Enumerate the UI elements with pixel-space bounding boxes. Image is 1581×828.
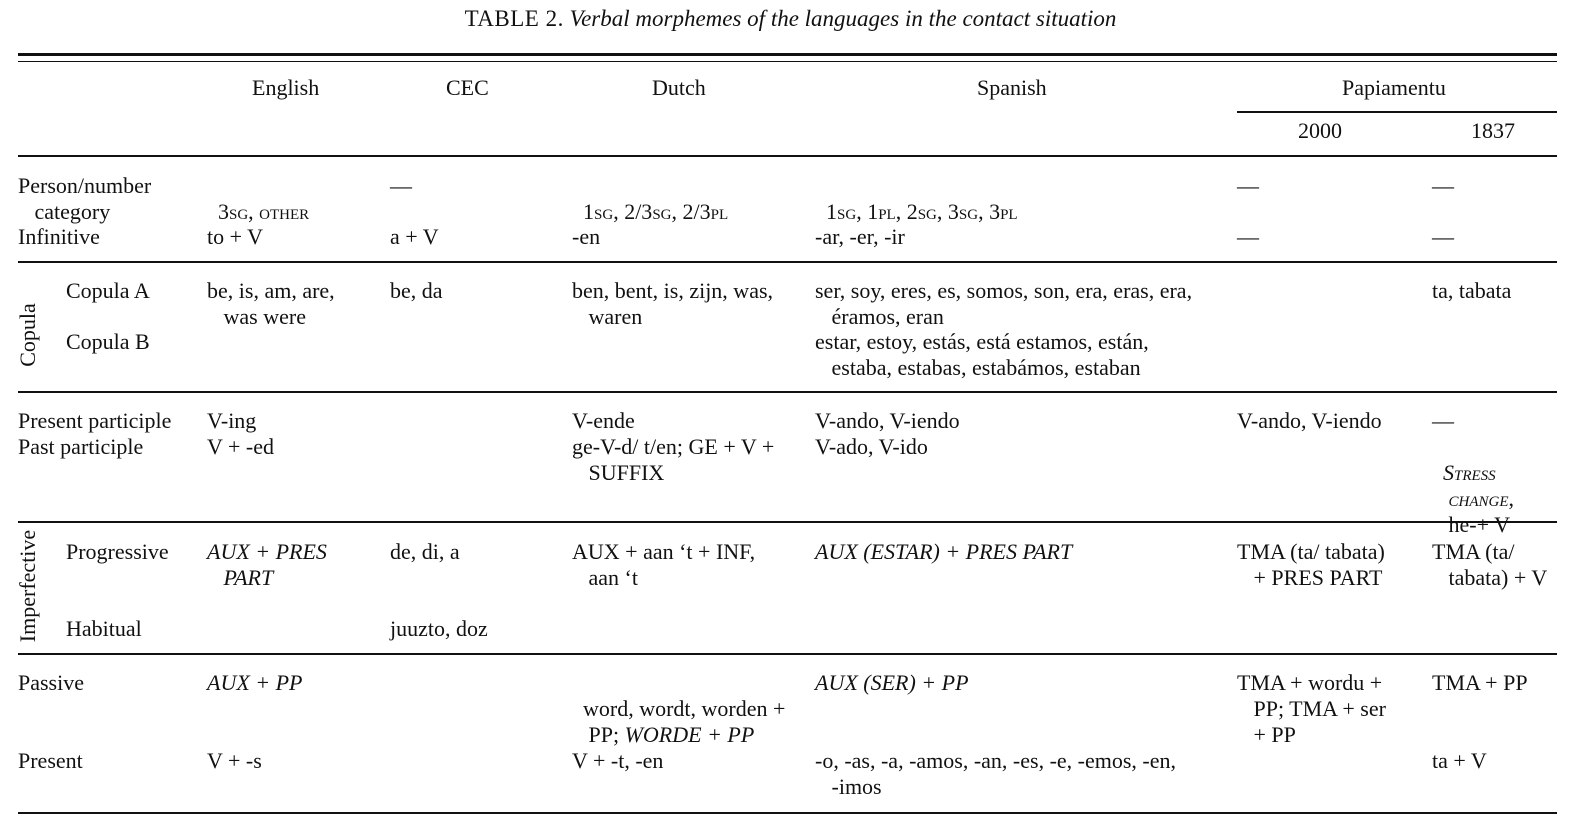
row-label-copula-a: Copula A [66, 278, 150, 303]
cell-copula-a-spanish: ser, soy, eres, es, somos, son, era, eras, era, éramos, eran [815, 278, 1193, 329]
header-papiamentu-2000: 2000 [1298, 118, 1342, 143]
cell-past-participle-pap-1837: Stress change, he-+ V [1432, 460, 1514, 537]
section-rule-1 [18, 261, 1557, 263]
table-caption [0, 6, 1581, 32]
cell-past-participle-english: V + -ed [207, 434, 274, 459]
cell-progressive-pap-1837: TMA (ta/ tabata) + V [1432, 539, 1548, 590]
cell-progressive-cec: de, di, a [390, 539, 460, 564]
row-label-person-number: Person/number category [18, 173, 152, 224]
row-label-passive: Passive [18, 670, 84, 695]
row-label-present: Present [18, 748, 83, 773]
table-title: Verbal morphemes of the languages in the contact situation [569, 6, 1117, 31]
papiamentu-rule [1237, 111, 1557, 113]
cell-habitual-cec: juuzto, doz [390, 616, 488, 641]
cell-infinitive-spanish: -ar, -er, -ir [815, 224, 905, 249]
group-label-imperfective: Imperfective [15, 529, 40, 643]
header-english: English [252, 75, 320, 100]
header-papiamentu: Papiamentu [1342, 75, 1446, 100]
cell-person-number-english: 3sg, other [218, 199, 310, 224]
row-label-copula-b: Copula B [66, 329, 150, 354]
header-spanish: Spanish [977, 75, 1047, 100]
cell-passive-english: AUX + PP [207, 670, 303, 695]
row-label-present-participle: Present participle [18, 408, 172, 433]
cell-person-number-spanish: 1sg, 1pl, 2sg, 3sg, 3pl [826, 199, 1018, 224]
group-label-copula: Copula [15, 303, 40, 367]
cell-person-number-cec: — [390, 173, 412, 198]
cell-infinitive-cec: a + V [390, 224, 439, 249]
cell-present-dutch: V + -t, -en [572, 748, 664, 773]
cell-infinitive-pap-1837: — [1432, 224, 1454, 249]
cell-copula-b-spanish: estar, estoy, estás, está estamos, están, estaba, estabas, estabámos, estaban [815, 329, 1149, 380]
cell-past-participle-dutch: ge-V-d/ t/en; GE + V + SUFFIX [572, 434, 775, 485]
cell-present-participle-dutch: V-ende [572, 408, 635, 433]
cell-infinitive-pap-2000: — [1237, 224, 1259, 249]
cell-present-spanish: -o, -as, -a, -amos, -an, -es, -e, -emos, -en, -imos [815, 748, 1177, 799]
cell-copula-a-dutch: ben, bent, is, zijn, was, waren [572, 278, 774, 329]
cell-infinitive-english: to + V [207, 224, 264, 249]
row-label-progressive: Progressive [66, 539, 169, 564]
row-label-habitual: Habitual [66, 616, 142, 641]
cell-present-participle-pap-2000: V-ando, V-iendo [1237, 408, 1382, 433]
header-cec: CEC [446, 75, 489, 100]
cell-progressive-dutch: AUX + aan ‘t + INF, aan ‘t [572, 539, 756, 590]
cell-person-number-pap-2000: — [1237, 173, 1259, 198]
header-bottom-rule [18, 155, 1557, 157]
cell-past-participle-spanish: V-ado, V-ido [815, 434, 928, 459]
cell-present-participle-pap-1837: — [1432, 408, 1454, 433]
cell-progressive-english: AUX + PRES PART [207, 539, 327, 590]
cell-present-english: V + -s [207, 748, 262, 773]
row-label-past-participle: Past participle [18, 434, 144, 459]
row-label-infinitive: Infinitive [18, 224, 100, 249]
cell-person-number-dutch: 1sg, 2/3sg, 2/3pl [583, 199, 729, 224]
cell-progressive-pap-2000: TMA (ta/ tabata) + PRES PART [1237, 539, 1385, 590]
section-rule-2 [18, 391, 1557, 393]
cell-present-participle-english: V-ing [207, 408, 257, 433]
cell-copula-a-english: be, is, am, are, was were [207, 278, 335, 329]
table-label: TABLE 2. [464, 6, 564, 31]
section-rule-3 [18, 521, 1557, 523]
section-rule-4 [18, 653, 1557, 655]
top-rule-thin [18, 61, 1557, 62]
cell-copula-a-pap-1837: ta, tabata [1432, 278, 1512, 303]
cell-copula-a-cec: be, da [390, 278, 443, 303]
cell-passive-dutch: word, wordt, worden + PP; WORDE + PP [572, 696, 786, 747]
cell-present-pap-1837: ta + V [1432, 748, 1487, 773]
cell-person-number-pap-1837: — [1432, 173, 1454, 198]
cell-present-participle-spanish: V-ando, V-iendo [815, 408, 960, 433]
cell-infinitive-dutch: -en [572, 224, 601, 249]
cell-passive-pap-1837: TMA + PP [1432, 670, 1528, 695]
header-papiamentu-1837: 1837 [1471, 118, 1515, 143]
cell-progressive-spanish: AUX (ESTAR) + PRES PART [815, 539, 1073, 564]
header-dutch: Dutch [652, 75, 706, 100]
top-rule-thick [18, 53, 1557, 56]
cell-passive-pap-2000: TMA + wordu + PP; TMA + ser + PP [1237, 670, 1386, 747]
cell-passive-spanish: AUX (SER) + PP [815, 670, 969, 695]
bottom-rule [18, 812, 1557, 814]
